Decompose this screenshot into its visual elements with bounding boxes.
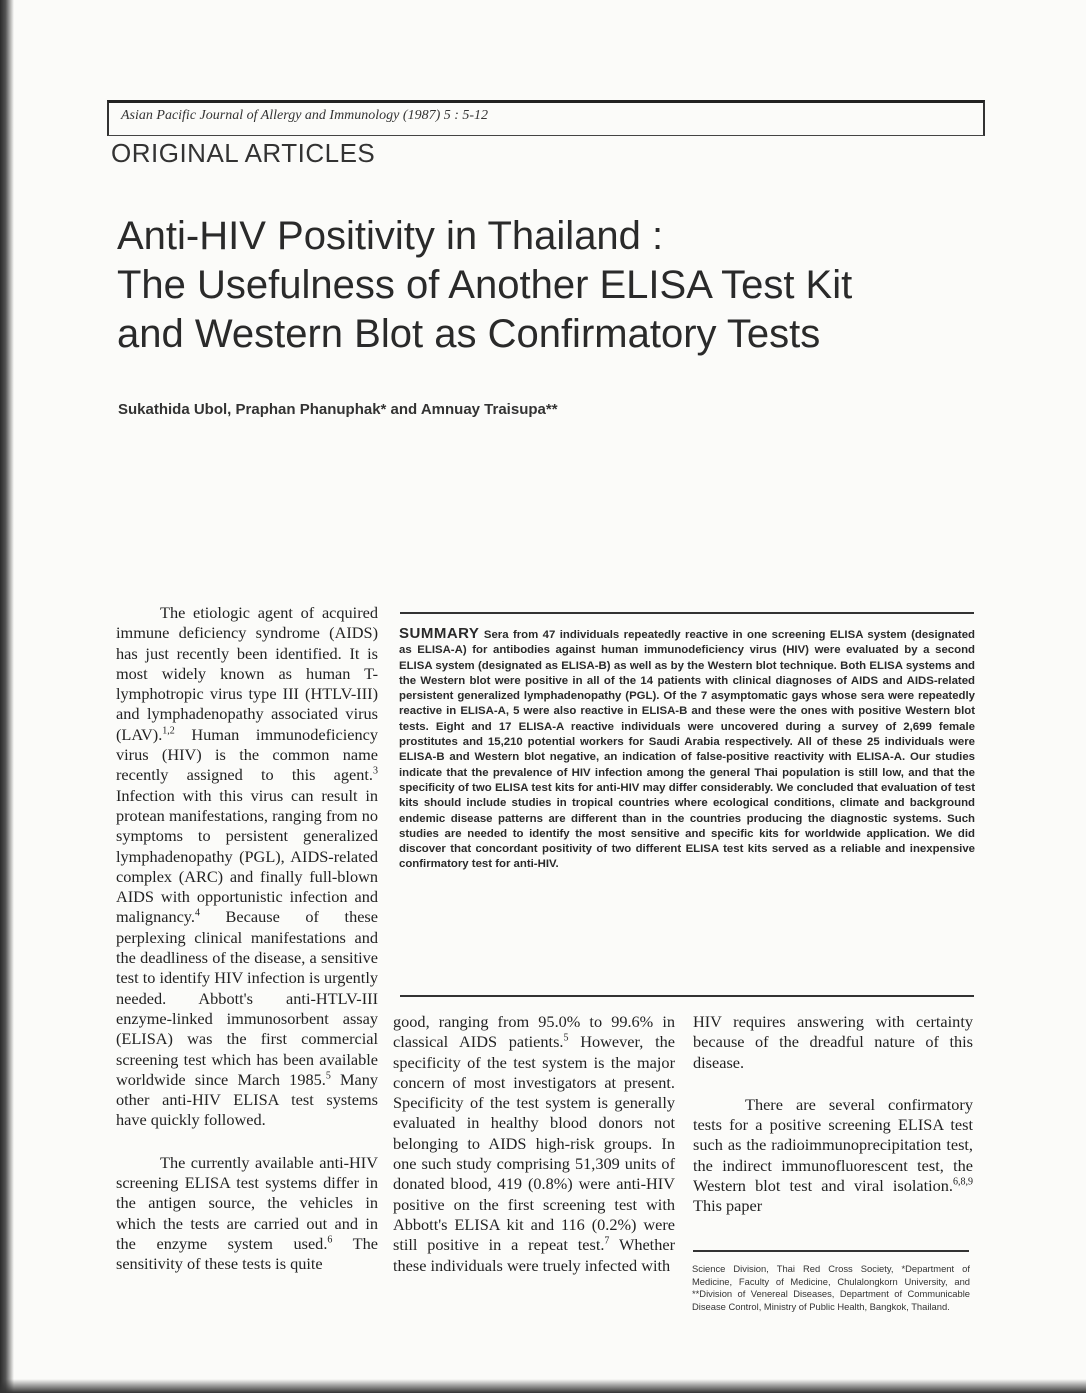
body-column-middle bbox=[393, 1012, 675, 1276]
title-line-1: Anti-HIV Positivity in Thailand : bbox=[117, 214, 664, 258]
citation: 5 bbox=[325, 1070, 331, 1082]
summary-rule-bottom bbox=[400, 995, 974, 997]
summary-rule-top bbox=[400, 612, 974, 614]
body-column-left bbox=[116, 603, 378, 1275]
title-line-3: and Western Blot as Confirmatory Tests bbox=[117, 312, 821, 356]
section-heading: ORIGINAL ARTICLES bbox=[111, 138, 376, 168]
author-list: Sukathida Ubol, Praphan Phanuphak* and Amnuay Traisupa** bbox=[118, 401, 558, 418]
scan-shadow-left bbox=[0, 0, 14, 1393]
paragraph: good, ranging from 95.0% to 99.6% in classical AIDS patients.$^5$ However, the specificity of the test system is the major concern of most investigators at present. Specificity of the test system is generally evaluated in healthy blood donors not belonging to AIDS high-risk groups. In one such study comprising 51,309 units of donated blood, 419 (0.8%) were anti-HIV positive on the first screening test with Abbott's ELISA kit and 116 (0.2%) were still positive in a repeat test.$^7$ Whether these individuals were truely infected with bbox=[393, 1012, 675, 1275]
affiliation-footnote: Science Division, Thai Red Cross Society, *Department of Medicine, Faculty of Medicine, Chulalongkorn University, and **Division of Venereal Diseases, Department of Communicable Disease Control, Ministry of Public Health, Bangkok, Thailand. bbox=[692, 1263, 970, 1312]
footnote-rule bbox=[693, 1250, 969, 1252]
citation: 5 bbox=[563, 1032, 569, 1044]
citation: 6,8,9 bbox=[953, 1176, 973, 1188]
summary-abstract bbox=[399, 626, 975, 873]
citation: 7 bbox=[604, 1235, 610, 1247]
journal-reference: Asian Pacific Journal of Allergy and Immunology (1987) 5 : 5-12 bbox=[121, 108, 489, 123]
journal-header-box bbox=[107, 100, 985, 136]
summary-label: SUMMARY bbox=[399, 625, 480, 642]
title-line-2: The Usefulness of Another ELISA Test Kit bbox=[117, 263, 853, 307]
paragraph: There are several confirmatory tests for a positive screening ELISA test such as the radioimmunoprecipitation test, the indirect immunofluorescent test, the Western blot test and viral isolation.$^{6,8,9}$ This paper bbox=[693, 1094, 973, 1216]
citation: 3 bbox=[373, 765, 378, 777]
citation: 4 bbox=[194, 908, 200, 920]
scan-shadow-bottom bbox=[0, 1379, 1086, 1393]
paragraph: HIV requires answering with certainty because of the dreadful nature of this disease. bbox=[693, 1012, 973, 1072]
summary-text: Sera from 47 individuals repeatedly reactive in one screening ELISA system (designated as ELISA-A) for antibodies against human immunodeficiency virus (HIV) were evaluated by a second ELISA system (designated as ELISA-B) as well as by the Western blot technique. Both ELISA systems and the Western blot were positive in all of the 14 patients with clinical diagnoses of AIDS and AIDS-related persistent generalized lymphadenopathy (PGL). Of the 7 asymptomatic gays whose sera were repeatedly reactive in ELISA-A, 5 were also reactive in ELISA-B and these were the ones with positive Western blot tests. Eight and 17 ELISA-A reactive individuals were uncovered during a survey of 2,699 female prostitutes and 15,210 potential workers for Saudi Arabia respectively. All of these 25 individuals were ELISA-B and Western blot negative, an indication of false-positive reactivity with ELISA-A. Our studies indicate that the prevalence of HIV infection among the general Thai population is still low, and that the specificity of two ELISA test kits for anti-HIV may differ considerably. We concluded that evaluation of test kits should include studies in tropical countries where ecological conditions, climate and background endemic disease patterns are different than in the countries producing the diagnostic systems. Such studies are needed to identify the most sensitive and specific kits for worldwide application. We did discover that concordant positivity of two different ELISA test kits served as a reliable and inexpensive confirmatory test for anti-HIV. bbox=[399, 629, 975, 871]
paragraph: The etiologic agent of acquired immune deficiency syndrome (AIDS) has just recently been identified. It is most widely known as human T-lymphotropic virus type III (HTLV-III) and lymphadenopathy associated virus (LAV).$^{1,2}$ Human immunodeficiency virus (HIV) is the common name recently assigned to this agent.$^3$ Infection with this virus can result in protean manifestations, ranging from no symptoms to persistent generalized lymphadenopathy (PGL), AIDS-related complex (ARC) and finally full-blown AIDS with opportunistic infection and malignancy.$^4$ Because of these perplexing clinical manifestations and the deadliness of the disease, a sensitive test to identify HIV infection is urgently needed. Abbott's anti-HTLV-III enzyme-linked immunosorbent assay (ELISA) was the first commercial screening test which has been available worldwide since March 1985.$^5$ Many other anti-HIV ELISA test systems have quickly followed. bbox=[116, 603, 378, 1130]
article-title bbox=[117, 212, 997, 359]
citation: 6 bbox=[327, 1234, 333, 1246]
body-column-right bbox=[693, 1012, 973, 1217]
paragraph: The currently available anti-HIV screening ELISA test systems differ in the antigen source, the vehicles in which the tests are carried out and in the enzyme system used.$^6$ The sensitivity of these tests is quite bbox=[116, 1152, 378, 1274]
citation: 1,2 bbox=[162, 725, 175, 737]
